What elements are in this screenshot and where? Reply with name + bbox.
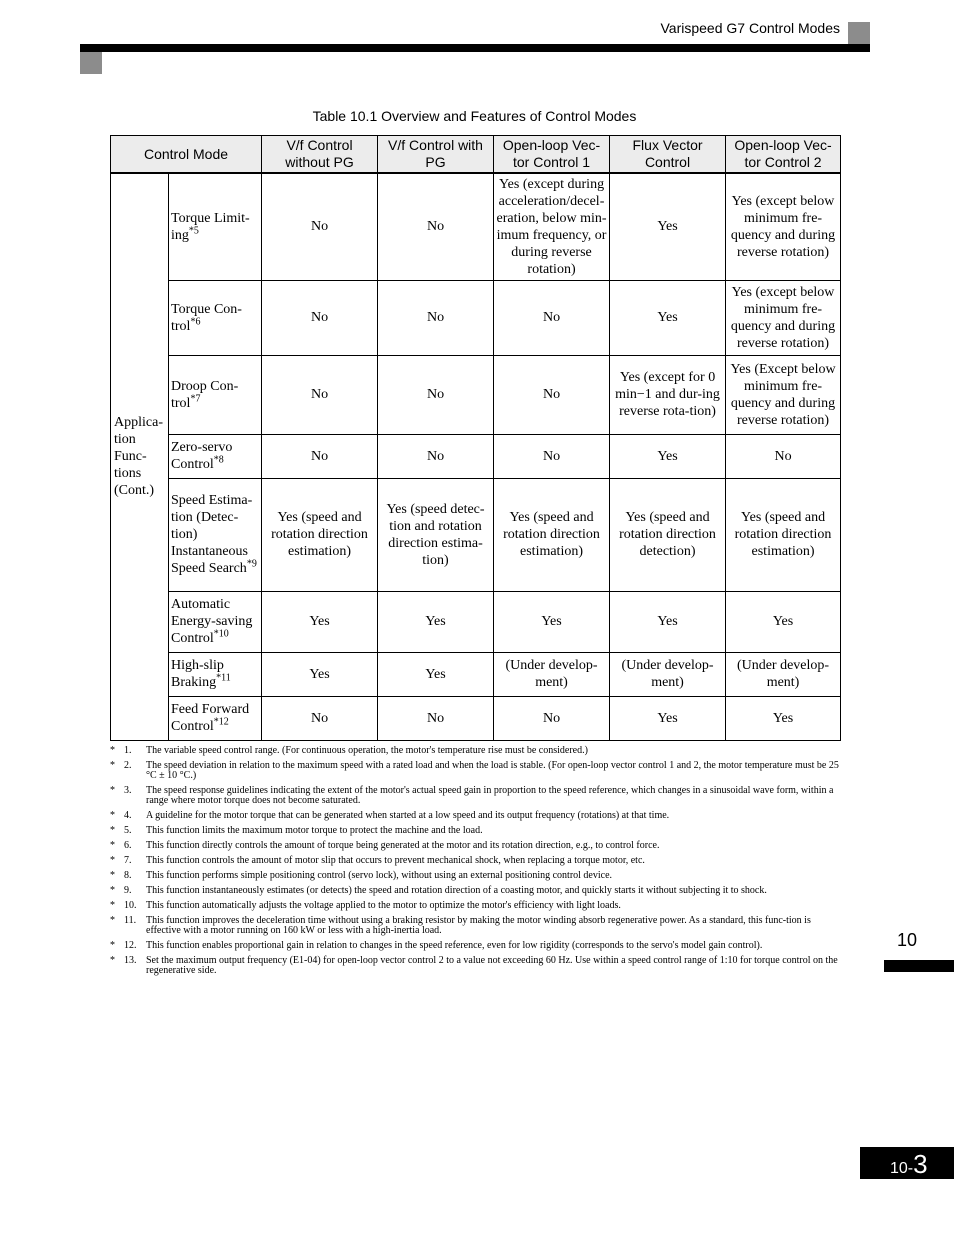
footnote-num: 2. [124,760,132,771]
table-row [111,652,841,696]
footnote [110,856,840,866]
footnote-ref: *10 [213,628,229,640]
value-cell: (Under develop-ment) [494,652,610,696]
footnote-text: This function enables proportional gain in relation to changes in the speed reference, even for low rigidity (corresponds to the servo's model gain control). [146,940,763,951]
value-cell: (Under develop-ment) [610,652,726,696]
footnote-star: * [110,855,115,866]
footnote-ref: *5 [188,225,199,237]
footnote-num: 13. [124,955,137,966]
value-cell: No [494,434,610,478]
footnote-star: * [110,955,115,966]
value-cell: No [726,434,841,478]
value-cell: No [378,696,494,740]
footnote-star: * [110,745,115,756]
table-caption: Table 10.1 Overview and Features of Control Modes [312,108,637,124]
footnote-text: This function instantaneously estimates (or detects) the speed and rotation direction of a coasting motor, and quickly starts it without subjecting it to shock. [146,885,767,896]
value-cell: Yes (except for 0 min−1 and dur-ing reverse rota-tion) [610,355,726,434]
footnote-ref: *12 [213,716,229,728]
value-cell: Yes (speed and rotation direction estimation) [726,478,841,591]
table-row [111,280,841,355]
footnote-ref: *6 [190,315,201,327]
footnote-text: This function limits the maximum motor torque to protect the machine and the load. [146,825,483,836]
footnote-num: 3. [124,785,132,796]
footnote-text: Set the maximum output frequency (E1-04) for open-loop vector control 2 to a value not exceeding 60 Hz. Use within a speed control range of 1:10 for torque control on the regenerative side. [146,955,838,976]
footnote-num: 4. [124,810,132,821]
footnote [110,746,840,756]
feature-label: Automatic Energy-saving Control [171,597,253,646]
footnote [110,916,840,936]
value-cell: No [494,355,610,434]
feature-label: Feed Forward Control [171,702,250,734]
footnote-num: 10. [124,900,137,911]
value-cell: No [378,173,494,280]
feature-cell [169,652,262,696]
footnote [110,841,840,851]
value-cell: Yes (speed and rotation direction detection) [610,478,726,591]
footnote-text: A guideline for the motor torque that can be generated when started at a low speed and its output frequency (rotations) at that time. [146,810,670,821]
footnote [110,886,840,896]
value-cell: Yes (Except below minimum fre-quency and during reverse rotation) [726,355,841,434]
value-cell: No [262,696,378,740]
feature-label: Zero-servo Control [171,440,233,472]
footnote-ref: *7 [190,392,201,404]
value-cell: Yes [610,434,726,478]
feature-label: High-slip Braking [171,658,224,690]
value-cell: No [494,696,610,740]
footnote-star: * [110,940,115,951]
footnote-ref: *11 [216,672,231,684]
value-cell: Yes (speed and rotation direction estimation) [494,478,610,591]
footnote-ref: *9 [246,558,257,570]
value-cell: Yes [610,173,726,280]
footnote [110,941,840,951]
value-cell: Yes [494,591,610,652]
page-number-box [860,1147,954,1179]
value-cell: No [378,434,494,478]
chapter-tab-bar [884,960,954,972]
footnote-text: This function performs simple positioning control (servo lock), without using an external positioning control device. [146,870,613,881]
footnote-star: * [110,900,115,911]
table-row [111,355,841,434]
page-number: 3 [913,1149,928,1179]
value-cell: Yes [378,652,494,696]
footnotes [110,746,840,981]
header-open-loop-vector-1: Open-loop Vec-tor Control 1 [494,136,610,174]
table-header-row [111,136,841,174]
value-cell: No [378,355,494,434]
table-row [111,434,841,478]
value-cell: Yes [262,591,378,652]
footnote-ref: *8 [213,454,224,466]
header-rule [80,44,870,52]
footnote [110,871,840,881]
value-cell: No [262,355,378,434]
value-cell: Yes (speed detec-tion and rotation direction estima-tion) [378,478,494,591]
table-row [111,591,841,652]
feature-label: Speed Estima-tion (Detec-tion) Instantaneous Speed Search [171,493,253,576]
feature-cell [169,173,262,280]
value-cell: No [262,434,378,478]
feature-cell [169,280,262,355]
value-cell: Yes [262,652,378,696]
footnote-text: The variable speed control range. (For continuous operation, the motor's temperature rise must be considered.) [146,745,588,756]
value-cell: No [494,280,610,355]
header-control-mode: Control Mode [111,136,262,174]
value-cell: Yes [726,696,841,740]
footnote-num: 6. [124,840,132,851]
category-cell: Applica-tion Func-tions (Cont.) [111,173,169,740]
footnote [110,901,840,911]
footnote-star: * [110,825,115,836]
chapter-tab-number: 10 [896,930,918,950]
value-cell: Yes (except during acceleration/decel-eration, below min-imum frequency, or during reverse rotation) [494,173,610,280]
footnote-num: 9. [124,885,132,896]
footnote-star: * [110,810,115,821]
footnote-num: 8. [124,870,132,881]
page-prefix: 10- [890,1160,914,1177]
value-cell: Yes (except below minimum fre-quency and during reverse rotation) [726,280,841,355]
feature-cell [169,478,262,591]
feature-label: Torque Limit-ing [171,210,250,243]
footnote [110,761,840,781]
footnote-num: 11. [124,915,137,926]
footnote-num: 12. [124,940,137,951]
feature-cell [169,434,262,478]
value-cell: No [378,280,494,355]
value-cell: Yes [610,591,726,652]
footnote-star: * [110,915,115,926]
footnote [110,956,840,976]
feature-cell [169,591,262,652]
value-cell: No [262,173,378,280]
footnote-text: The speed deviation in relation to the maximum speed with a rated load and when the load is stable. (For open-loop vector control 1 and 2, the motor temperature must be 25 °C ± 10 °C.) [146,760,839,781]
footnote-text: This function automatically adjusts the voltage applied to the motor to optimize the motor's efficiency with light loads. [146,900,621,911]
footnote-text: The speed response guidelines indicating the extent of the motor's actual speed gain in proportion to the speed reference, which changes in a sinusoidal wave form, within a range where motor torque does not become saturated. [146,785,834,806]
table-row [111,696,841,740]
table-row [111,173,841,280]
running-header: Varispeed G7 Control Modes [660,20,840,36]
footnote-star: * [110,885,115,896]
value-cell: Yes [610,696,726,740]
footnote-num: 7. [124,855,132,866]
value-cell: Yes (except below minimum fre-quency and during reverse rotation) [726,173,841,280]
footnote-num: 1. [124,745,132,756]
control-modes-table [110,135,841,741]
feature-label: Torque Con-trol [171,301,242,334]
value-cell: No [262,280,378,355]
footnote [110,826,840,836]
header-gray-square-left [80,52,102,74]
table-row [111,478,841,591]
footnote [110,811,840,821]
feature-cell [169,696,262,740]
feature-label: Droop Con-trol [171,378,239,411]
feature-cell [169,355,262,434]
footnote-star: * [110,785,115,796]
value-cell: (Under develop-ment) [726,652,841,696]
value-cell: Yes [378,591,494,652]
footnote [110,786,840,806]
footnote-star: * [110,870,115,881]
header-flux-vector: Flux Vector Control [610,136,726,174]
header-vf-with-pg: V/f Control with PG [378,136,494,174]
footnote-star: * [110,840,115,851]
value-cell: Yes [726,591,841,652]
header-vf-without-pg: V/f Control without PG [262,136,378,174]
footnote-star: * [110,760,115,771]
value-cell: Yes (speed and rotation direction estimation) [262,478,378,591]
header-open-loop-vector-2: Open-loop Vec-tor Control 2 [726,136,841,174]
footnote-text: This function improves the deceleration time without using a braking resistor by making the motor winding absorb regenerative power. As a standard, this func-tion is effective with a motor running on 160 kW or less with a high-inertia load. [146,915,811,936]
footnote-text: This function controls the amount of motor slip that occurs to prevent mechanical shock, when replacing a torque motor, etc. [146,855,645,866]
header-gray-square-right [848,22,870,44]
value-cell: Yes [610,280,726,355]
footnote-text: This function directly controls the amount of torque being generated at the motor and its rotation direction, e.g., to control force. [146,840,660,851]
footnote-num: 5. [124,825,132,836]
